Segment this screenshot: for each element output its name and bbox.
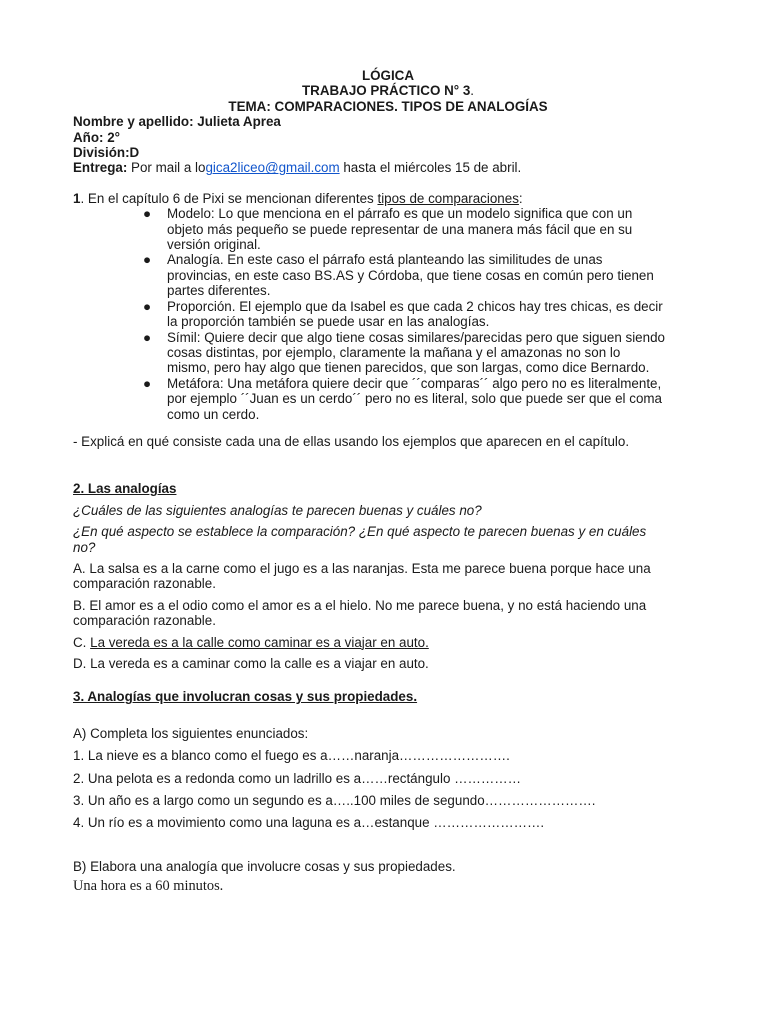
comparison-type-line: Símil: Quiere decir que algo tiene cosas similares/parecidas pero que siguen siendo [167, 329, 665, 345]
comparison-type-line: objeto más pequeño se puede representar de una manera más fácil que en su [167, 221, 633, 237]
section2-question-2-line2: no? [73, 539, 96, 555]
completion-item: 4. Un río es a movimiento como una laguna es a…estanque ……………………. [73, 815, 545, 831]
comparison-type-line: versión original. [167, 237, 261, 253]
answer-c [73, 635, 703, 650]
comparison-type-line: cosas distintas, por ejemplo, claramente la mañana y el amazonas no son lo [167, 344, 621, 360]
section2-question-1: ¿Cuáles de las siguientes analogías te parecen buenas y cuáles no? [73, 502, 482, 518]
section1-intro-post: : [518, 190, 523, 206]
comparison-type-line: partes diferentes. [167, 283, 271, 299]
completion-item: 2. Una pelota es a redonda como un ladrillo es a……rectángulo …………… [73, 770, 522, 786]
comparison-type-item [143, 330, 703, 376]
comparison-type-line: Metáfora: Una metáfora quiere decir que ´´comparas´´ algo pero no es literalmente, [167, 375, 662, 391]
comparison-type-line: Proporción. El ejemplo que da Isabel es que cada 2 chicos hay tres chicas, es decir [167, 298, 663, 314]
section1-instruction: - Explicá en qué consiste cada una de ellas usando los ejemplos que aparecen en el capítulo. [73, 433, 630, 449]
comparison-type-line: la proporción también se puede usar en las analogías. [167, 314, 490, 330]
section1-intro [73, 191, 703, 206]
subject-title: LÓGICA [361, 68, 415, 83]
bullet-dot: ● [143, 206, 152, 222]
answer-a-line1: A. La salsa es a la carne como el jugo es a las naranjas. Esta me parece buena porque hace una [73, 560, 651, 576]
comparison-type-item [143, 376, 703, 422]
section3-a-intro: A) Completa los siguientes enunciados: [73, 725, 309, 741]
student-division: División:D [73, 145, 140, 161]
section3-title: 3. Analogías que involucran cosas y sus propiedades. [73, 689, 418, 705]
comparison-type-line: mismo, pero hay algo que tienen parecidos, que son largas, como dice Bernardo. [167, 360, 650, 376]
completion-list [73, 741, 703, 831]
bullet-dot: ● [143, 252, 152, 268]
comparison-type-item [143, 299, 703, 330]
topic-title: TEMA: COMPARACIONES. TIPOS DE ANALOGÍAS [228, 98, 548, 114]
comparison-type-line: por ejemplo ´´Juan es un cerdo´´ pero no es literal, solo que puede ser que el coma [167, 391, 662, 407]
assignment-period: . [470, 83, 475, 99]
delivery-text-pre: Por mail a lo [127, 160, 206, 176]
comparison-type-line: Analogía. En este caso el párrafo está planteando las similitudes de unas [167, 252, 603, 268]
answer-b-line2: comparación razonable. [73, 613, 216, 629]
section3-b-intro: B) Elabora una analogía que involucre cosas y sus propiedades. [73, 858, 456, 874]
comparison-types-list [73, 206, 703, 422]
student-year: Año: 2° [73, 129, 121, 145]
section3-b-answer: Una hora es a 60 minutos. [73, 878, 224, 895]
answer-a-line2: comparación razonable. [73, 576, 216, 592]
bullet-dot: ● [143, 329, 152, 345]
comparison-type-line: provincias, en este caso BS.AS y Córdoba, que tiene cosas en común pero tienen [167, 267, 654, 283]
comparison-type-item [143, 206, 703, 252]
bullet-dot: ● [143, 375, 152, 391]
email-link[interactable]: gica2liceo@gmail.com [205, 160, 340, 176]
document-page [73, 68, 703, 895]
comparison-type-line: como un cerdo. [167, 406, 260, 422]
student-name: Nombre y apellido: Julieta Aprea [73, 114, 281, 130]
comparison-type-line: Modelo: Lo que menciona en el párrafo es que un modelo significa que con un [167, 206, 633, 222]
section1-intro-underlined: tipos de comparaciones [377, 190, 519, 206]
completion-item: 3. Un año es a largo como un segundo es a…..100 miles de segundo……………………. [73, 793, 596, 809]
section2-title: 2. Las analogías [73, 481, 177, 497]
answer-c-underlined: La vereda es a la calle como caminar es a viajar en auto. [90, 634, 429, 650]
delivery-line [73, 160, 703, 175]
assignment-number: TRABAJO PRÁCTICO N° 3 [301, 83, 471, 99]
assignment-title [73, 83, 703, 98]
answer-b-line1: B. El amor es a el odio como el amor es a el hielo. No me parece buena, y no está haciendo una [73, 597, 647, 613]
delivery-label: Entrega: [73, 160, 128, 176]
bullet-dot: ● [143, 298, 152, 314]
delivery-text-post: hasta el miércoles 15 de abril. [339, 160, 522, 176]
section2-question-2-line1: ¿En qué aspecto se establece la comparación? ¿En qué aspecto te parecen buenas y en cuáles [73, 524, 647, 540]
answer-c-prefix: C. [73, 634, 91, 650]
section1-intro-pre: . En el capítulo 6 de Pixi se mencionan diferentes [80, 190, 378, 206]
comparison-type-item [143, 252, 703, 298]
completion-item: 1. La nieve es a blanco como el fuego es a……naranja……………………. [73, 748, 510, 764]
section1-number: 1 [73, 190, 81, 206]
answer-d: D. La vereda es a caminar como la calle es a viajar en auto. [73, 656, 429, 671]
